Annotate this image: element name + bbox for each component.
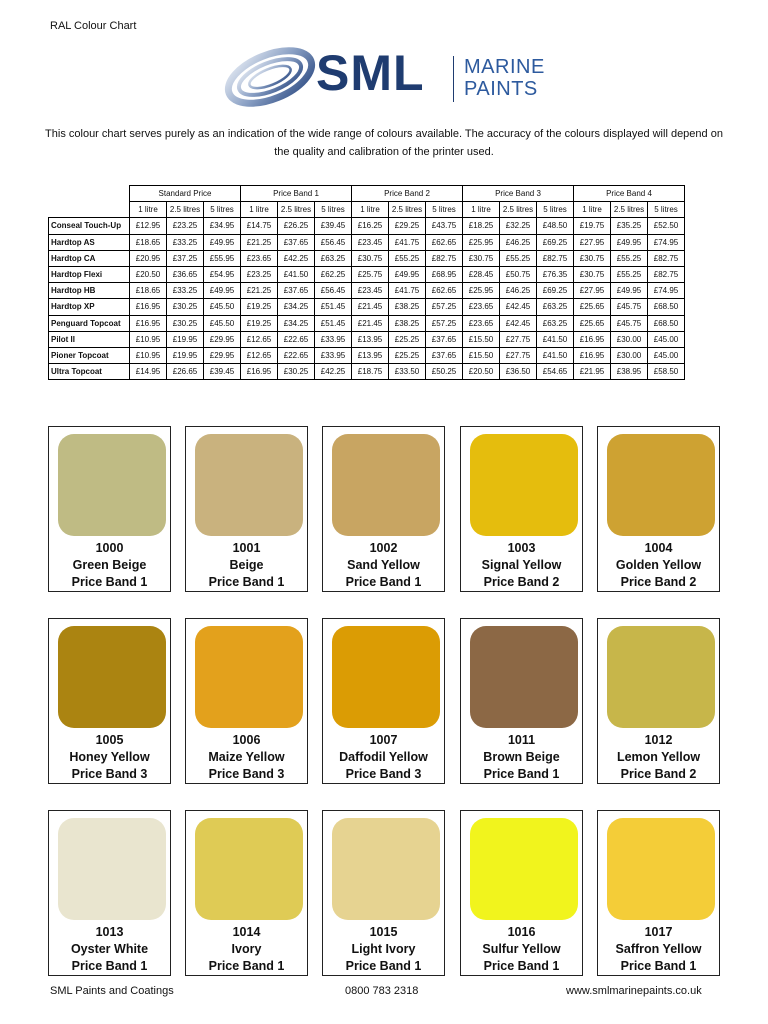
price-cell: £41.50: [278, 266, 315, 282]
price-table: [48, 185, 685, 380]
price-cell: £55.25: [611, 250, 648, 266]
price-cell: £10.95: [130, 331, 167, 347]
price-cell: £21.45: [352, 299, 389, 315]
price-cell: £42.25: [315, 364, 352, 380]
price-cell: £51.45: [315, 315, 352, 331]
colour-swatch: [58, 626, 166, 728]
colour-swatch: [332, 818, 440, 920]
volume-header: 2.5 litres: [611, 202, 648, 218]
price-cell: £27.75: [500, 347, 537, 363]
colour-code: 1000: [95, 541, 124, 555]
price-cell: £45.75: [611, 299, 648, 315]
price-cell: £25.65: [574, 299, 611, 315]
price-cell: £18.65: [130, 234, 167, 250]
price-cell: £21.45: [352, 315, 389, 331]
price-cell: £25.75: [352, 266, 389, 282]
price-cell: £32.25: [500, 218, 537, 234]
price-cell: £23.25: [167, 218, 204, 234]
product-name: Hardtop XP: [49, 299, 130, 315]
price-cell: £82.75: [426, 250, 463, 266]
price-cell: £21.25: [241, 283, 278, 299]
volume-header: 1 litre: [463, 202, 500, 218]
price-table-corner: [49, 202, 130, 218]
table-row: [49, 331, 685, 347]
price-cell: £34.25: [278, 315, 315, 331]
price-cell: £63.25: [537, 315, 574, 331]
colour-swatch: [58, 434, 166, 536]
volume-header: 1 litre: [574, 202, 611, 218]
product-name: Hardtop Flexi: [49, 266, 130, 282]
price-cell: £63.25: [537, 299, 574, 315]
colour-name: Green Beige: [72, 558, 147, 572]
colour-swatch: [332, 434, 440, 536]
colour-name: Brown Beige: [483, 750, 560, 764]
colour-swatch: [607, 626, 715, 728]
price-cell: £23.45: [352, 283, 389, 299]
price-cell: £15.50: [463, 331, 500, 347]
price-cell: £13.95: [352, 331, 389, 347]
price-cell: £30.25: [167, 299, 204, 315]
price-cell: £54.65: [537, 364, 574, 380]
price-cell: £16.95: [130, 315, 167, 331]
colour-price-band: Price Band 1: [345, 959, 422, 973]
price-cell: £30.75: [352, 250, 389, 266]
price-cell: £37.65: [426, 331, 463, 347]
price-cell: £26.65: [167, 364, 204, 380]
volume-header: 5 litres: [426, 202, 463, 218]
price-cell: £49.95: [611, 234, 648, 250]
price-cell: £30.00: [611, 347, 648, 363]
colour-swatch: [195, 626, 303, 728]
price-cell: £13.95: [352, 347, 389, 363]
price-cell: £33.95: [315, 347, 352, 363]
price-cell: £19.25: [241, 299, 278, 315]
colour-price-band: Price Band 3: [345, 767, 422, 781]
colour-code: 1011: [507, 733, 536, 747]
price-cell: £30.75: [463, 250, 500, 266]
colour-card: [322, 810, 445, 976]
footer-website: www.smlmarinepaints.co.uk: [566, 985, 702, 997]
price-cell: £16.95: [130, 299, 167, 315]
price-cell: £41.75: [389, 283, 426, 299]
price-cell: £68.95: [426, 266, 463, 282]
price-cell: £41.75: [389, 234, 426, 250]
band-header: Price Band 1: [241, 186, 352, 202]
table-row: [49, 234, 685, 250]
price-cell: £20.95: [130, 250, 167, 266]
colour-name: Honey Yellow: [69, 750, 150, 764]
colour-code: 1006: [232, 733, 261, 747]
price-cell: £76.35: [537, 266, 574, 282]
product-name: Conseal Touch-Up: [49, 218, 130, 234]
colour-card: [460, 618, 583, 784]
colour-price-band: Price Band 1: [483, 767, 560, 781]
colour-name: Oyster White: [70, 942, 149, 956]
price-cell: £19.95: [167, 331, 204, 347]
price-cell: £45.50: [204, 315, 241, 331]
price-cell: £36.65: [167, 266, 204, 282]
price-cell: £22.65: [278, 331, 315, 347]
colour-card: [48, 426, 171, 592]
price-cell: £55.25: [611, 266, 648, 282]
price-cell: £29.95: [204, 347, 241, 363]
price-cell: £30.25: [278, 364, 315, 380]
price-cell: £15.50: [463, 347, 500, 363]
price-cell: £45.50: [204, 299, 241, 315]
price-cell: £34.95: [204, 218, 241, 234]
sml-marine-paints-logo: [220, 42, 560, 112]
price-cell: £26.25: [278, 218, 315, 234]
colour-code: 1017: [644, 925, 673, 939]
product-name: Hardtop AS: [49, 234, 130, 250]
colour-price-band: Price Band 1: [208, 575, 285, 589]
price-cell: £45.00: [648, 347, 685, 363]
colour-code: 1001: [232, 541, 261, 555]
price-cell: £33.25: [167, 234, 204, 250]
price-cell: £25.25: [389, 347, 426, 363]
document-title: RAL Colour Chart: [50, 20, 137, 32]
price-cell: £38.25: [389, 299, 426, 315]
price-cell: £12.95: [130, 218, 167, 234]
colour-swatch: [470, 626, 578, 728]
price-cell: £38.25: [389, 315, 426, 331]
price-cell: £30.00: [611, 331, 648, 347]
price-cell: £27.95: [574, 234, 611, 250]
colour-swatch: [607, 818, 715, 920]
logo-brand: SML: [316, 45, 425, 101]
price-cell: £10.95: [130, 347, 167, 363]
price-cell: £39.45: [315, 218, 352, 234]
product-name: Pilot II: [49, 331, 130, 347]
table-row: [49, 347, 685, 363]
price-cell: £48.50: [537, 218, 574, 234]
colour-name: Sand Yellow: [347, 558, 420, 572]
volume-header: 1 litre: [241, 202, 278, 218]
volume-header: 5 litres: [537, 202, 574, 218]
colour-name: Maize Yellow: [208, 750, 285, 764]
colour-price-band: Price Band 1: [208, 959, 285, 973]
colour-price-band: Price Band 1: [345, 575, 422, 589]
price-cell: £42.45: [500, 299, 537, 315]
volume-header: 2.5 litres: [389, 202, 426, 218]
logo-divider: [453, 56, 454, 102]
colour-swatch: [470, 434, 578, 536]
colour-code: 1003: [507, 541, 536, 555]
price-cell: £41.50: [537, 347, 574, 363]
price-cell: £43.75: [426, 218, 463, 234]
price-cell: £55.25: [389, 250, 426, 266]
price-cell: £69.25: [537, 283, 574, 299]
colour-code: 1015: [369, 925, 398, 939]
colour-card: [48, 810, 171, 976]
price-cell: £25.95: [463, 234, 500, 250]
price-cell: £74.95: [648, 234, 685, 250]
colour-card: [597, 426, 720, 592]
table-row: [49, 299, 685, 315]
price-cell: £12.65: [241, 347, 278, 363]
colour-card: [322, 426, 445, 592]
price-cell: £23.45: [352, 234, 389, 250]
colour-price-band: Price Band 2: [620, 767, 697, 781]
price-cell: £16.95: [574, 347, 611, 363]
price-cell: £45.00: [648, 331, 685, 347]
price-cell: £25.25: [389, 331, 426, 347]
colour-name: Beige: [229, 558, 264, 572]
price-cell: £52.50: [648, 218, 685, 234]
price-cell: £49.95: [611, 283, 648, 299]
price-cell: £16.95: [574, 331, 611, 347]
price-cell: £30.75: [574, 250, 611, 266]
table-row: [49, 283, 685, 299]
price-cell: £39.45: [204, 364, 241, 380]
product-name: Hardtop CA: [49, 250, 130, 266]
price-cell: £19.25: [241, 315, 278, 331]
band-header: Price Band 4: [574, 186, 685, 202]
colour-code: 1013: [95, 925, 124, 939]
price-cell: £36.50: [500, 364, 537, 380]
table-row: [49, 315, 685, 331]
price-cell: £37.25: [167, 250, 204, 266]
price-cell: £19.75: [574, 218, 611, 234]
price-cell: £82.75: [537, 250, 574, 266]
footer-phone: 0800 783 2318: [345, 985, 419, 997]
price-cell: £16.95: [241, 364, 278, 380]
price-cell: £14.75: [241, 218, 278, 234]
price-cell: £82.75: [648, 266, 685, 282]
colour-price-band: Price Band 1: [483, 959, 560, 973]
price-cell: £49.95: [204, 234, 241, 250]
table-row: [49, 266, 685, 282]
table-row: [49, 218, 685, 234]
volume-header: 1 litre: [352, 202, 389, 218]
price-cell: £58.50: [648, 364, 685, 380]
intro-text: This colour chart serves purely as an indication of the wide range of colours available. The accuracy of the colours displayed will depend on the quality and calibration of the printer used.: [45, 128, 723, 158]
price-cell: £29.95: [204, 331, 241, 347]
price-cell: £18.75: [352, 364, 389, 380]
price-cell: £62.65: [426, 234, 463, 250]
price-cell: £30.75: [574, 266, 611, 282]
colour-name: Sulfur Yellow: [482, 942, 561, 956]
colour-price-band: Price Band 1: [71, 575, 148, 589]
price-cell: £49.95: [204, 283, 241, 299]
colour-price-band: Price Band 2: [620, 575, 697, 589]
price-cell: £37.65: [278, 283, 315, 299]
price-cell: £18.25: [463, 218, 500, 234]
colour-card: [185, 618, 308, 784]
band-header: Price Band 2: [352, 186, 463, 202]
colour-price-band: Price Band 3: [208, 767, 285, 781]
volume-header: 2.5 litres: [278, 202, 315, 218]
colour-name: Ivory: [231, 942, 262, 956]
price-cell: £38.95: [611, 364, 648, 380]
price-table-volume-row: [49, 202, 685, 218]
price-cell: £21.95: [574, 364, 611, 380]
price-cell: £20.50: [130, 266, 167, 282]
colour-code: 1014: [232, 925, 261, 939]
colour-price-band: Price Band 1: [620, 959, 697, 973]
price-cell: £23.65: [463, 315, 500, 331]
price-cell: £35.25: [611, 218, 648, 234]
price-cell: £33.95: [315, 331, 352, 347]
price-cell: £27.95: [574, 283, 611, 299]
price-cell: £46.25: [500, 283, 537, 299]
price-cell: £49.95: [389, 266, 426, 282]
colour-card: [460, 810, 583, 976]
volume-header: 2.5 litres: [500, 202, 537, 218]
product-name: Ultra Topcoat: [49, 364, 130, 380]
product-name: Pioner Topcoat: [49, 347, 130, 363]
price-cell: £62.25: [315, 266, 352, 282]
price-cell: £54.95: [204, 266, 241, 282]
price-cell: £42.25: [278, 250, 315, 266]
colour-code: 1005: [95, 733, 124, 747]
colour-name: Daffodil Yellow: [339, 750, 428, 764]
colour-name: Golden Yellow: [615, 558, 702, 572]
colour-card: [185, 810, 308, 976]
price-cell: £42.45: [500, 315, 537, 331]
price-cell: £29.25: [389, 218, 426, 234]
price-cell: £37.65: [426, 347, 463, 363]
price-cell: £25.65: [574, 315, 611, 331]
colour-code: 1004: [644, 541, 673, 555]
volume-header: 2.5 litres: [167, 202, 204, 218]
colour-card: [597, 810, 720, 976]
price-cell: £63.25: [315, 250, 352, 266]
colour-swatch: [607, 434, 715, 536]
colour-swatch: [195, 818, 303, 920]
price-cell: £55.25: [500, 250, 537, 266]
colour-code: 1012: [644, 733, 673, 747]
price-cell: £68.50: [648, 315, 685, 331]
volume-header: 5 litres: [648, 202, 685, 218]
colour-price-band: Price Band 2: [483, 575, 560, 589]
price-cell: £23.65: [241, 250, 278, 266]
price-cell: £56.45: [315, 234, 352, 250]
price-cell: £28.45: [463, 266, 500, 282]
price-cell: £45.75: [611, 315, 648, 331]
volume-header: 5 litres: [315, 202, 352, 218]
colour-code: 1002: [369, 541, 398, 555]
price-cell: £22.65: [278, 347, 315, 363]
colour-name: Light Ivory: [351, 942, 416, 956]
product-name: Hardtop HB: [49, 283, 130, 299]
volume-header: 5 litres: [204, 202, 241, 218]
footer-company: SML Paints and Coatings: [50, 985, 174, 997]
price-cell: £33.25: [167, 283, 204, 299]
colour-name: Lemon Yellow: [616, 750, 701, 764]
colour-name: Saffron Yellow: [615, 942, 702, 956]
table-row: [49, 364, 685, 380]
logo-line-1: MARINE: [464, 56, 545, 78]
logo-line-2: PAINTS: [464, 78, 538, 100]
colour-card: [597, 618, 720, 784]
price-cell: £34.25: [278, 299, 315, 315]
logo-tagline: [464, 56, 545, 100]
price-cell: £62.65: [426, 283, 463, 299]
colour-swatch: [470, 818, 578, 920]
price-table-band-row: [49, 186, 685, 202]
band-header: Standard Price: [130, 186, 241, 202]
price-cell: £82.75: [648, 250, 685, 266]
colour-swatch: [195, 434, 303, 536]
colour-price-band: Price Band 1: [71, 959, 148, 973]
colour-price-band: Price Band 3: [71, 767, 148, 781]
product-name: Penguard Topcoat: [49, 315, 130, 331]
price-cell: £12.65: [241, 331, 278, 347]
table-row: [49, 250, 685, 266]
price-cell: £51.45: [315, 299, 352, 315]
colour-card: [185, 426, 308, 592]
price-cell: £23.65: [463, 299, 500, 315]
colour-code: 1007: [369, 733, 398, 747]
volume-header: 1 litre: [130, 202, 167, 218]
price-cell: £18.65: [130, 283, 167, 299]
price-cell: £30.25: [167, 315, 204, 331]
price-cell: £46.25: [500, 234, 537, 250]
price-cell: £20.50: [463, 364, 500, 380]
price-cell: £25.95: [463, 283, 500, 299]
price-cell: £19.95: [167, 347, 204, 363]
price-cell: £68.50: [648, 299, 685, 315]
price-cell: £14.95: [130, 364, 167, 380]
price-cell: £21.25: [241, 234, 278, 250]
price-table-corner: [49, 186, 130, 202]
price-cell: £69.25: [537, 234, 574, 250]
colour-card: [322, 618, 445, 784]
colour-name: Signal Yellow: [481, 558, 562, 572]
price-cell: £57.25: [426, 315, 463, 331]
price-cell: £56.45: [315, 283, 352, 299]
price-cell: £41.50: [537, 331, 574, 347]
price-cell: £16.25: [352, 218, 389, 234]
price-cell: £50.25: [426, 364, 463, 380]
colour-card: [48, 618, 171, 784]
colour-swatch: [58, 818, 166, 920]
colour-swatch: [332, 626, 440, 728]
price-cell: £50.75: [500, 266, 537, 282]
ring-logo-icon: [220, 42, 320, 112]
price-cell: £57.25: [426, 299, 463, 315]
band-header: Price Band 3: [463, 186, 574, 202]
colour-card: [460, 426, 583, 592]
price-cell: £33.50: [389, 364, 426, 380]
price-cell: £23.25: [241, 266, 278, 282]
price-cell: £55.95: [204, 250, 241, 266]
price-cell: £74.95: [648, 283, 685, 299]
price-cell: £27.75: [500, 331, 537, 347]
price-cell: £37.65: [278, 234, 315, 250]
colour-code: 1016: [507, 925, 536, 939]
